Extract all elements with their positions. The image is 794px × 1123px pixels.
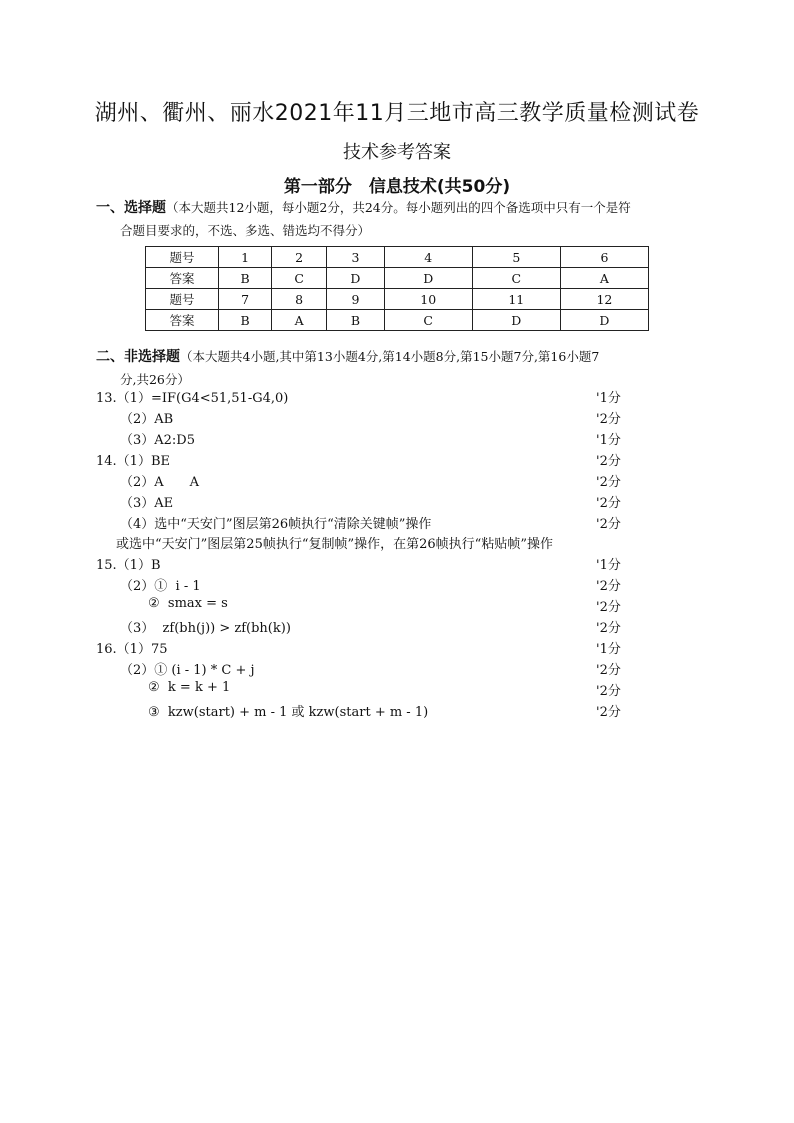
answer-score: '2分: [596, 496, 621, 511]
answer-table-cell: 2: [272, 247, 327, 268]
page-subtitle: 技术参考答案: [343, 142, 451, 163]
answer-table-cell: B: [327, 310, 384, 331]
answer-table-cell: B: [219, 310, 272, 331]
answer-score: '2分: [596, 663, 621, 678]
page-title: 湖州、衢州、丽水2021年11月三地市高三教学质量检测试卷: [94, 101, 700, 126]
section-heading: 一、选择题: [96, 200, 166, 216]
answer-table-cell: D: [384, 268, 472, 289]
section-note-continued: 合题目要求的，不选、多选、错选均不得分）: [120, 223, 371, 238]
answer-table-row-label: 题号: [146, 247, 219, 268]
answer-table: [145, 246, 649, 331]
answer-table-row: [146, 289, 649, 310]
answer-table-cell: 3: [327, 247, 384, 268]
section-free-response: [96, 346, 716, 391]
answer-table-cell: A: [560, 268, 648, 289]
answer-table-cell: 6: [560, 247, 648, 268]
part-title: 第一部分 信息技术(共50分): [283, 177, 511, 197]
answer-score: '2分: [596, 579, 621, 594]
answer-table-cell: D: [327, 268, 384, 289]
answer-table-cell: D: [560, 310, 648, 331]
answer-table-cell: 12: [560, 289, 648, 310]
answer-table-cell: 1: [219, 247, 272, 268]
answer-table-row: [146, 310, 649, 331]
answer-line: 或选中“天安门”图层第25帧执行“复制帧”操作，在第26帧执行“粘贴帧”操作: [116, 537, 553, 552]
answer-score: '2分: [596, 475, 621, 490]
section-multiple-choice: [96, 197, 696, 242]
answer-table-cell: 4: [384, 247, 472, 268]
answer-table-cell: 5: [472, 247, 560, 268]
answer-table-row-label: 答案: [146, 310, 219, 331]
answer-table-cell: C: [472, 268, 560, 289]
answer-line: （2）① (i - 1) * C + j: [120, 663, 255, 678]
answer-score: '1分: [596, 642, 621, 657]
answer-score: '1分: [596, 433, 621, 448]
answer-table-cell: B: [219, 268, 272, 289]
section-note-continued: 分,共26分）: [120, 372, 190, 387]
answer-table-cell: 7: [219, 289, 272, 310]
answer-score: '2分: [596, 517, 621, 532]
answer-score: '1分: [596, 558, 621, 573]
answer-line: 16.（1）75: [96, 642, 168, 657]
answer-table-cell: 10: [384, 289, 472, 310]
answer-line: （3）A2:D5: [120, 433, 196, 448]
answer-table-row: [146, 247, 649, 268]
answer-line: ② k = k + 1: [148, 680, 231, 695]
answer-score: '2分: [596, 412, 621, 427]
answer-table-row-label: 答案: [146, 268, 219, 289]
answer-table-cell: C: [272, 268, 327, 289]
answer-table-cell: A: [272, 310, 327, 331]
answer-table-cell: 11: [472, 289, 560, 310]
answer-line: 15.（1）B: [96, 558, 161, 573]
section-note: （本大题共12小题，每小题2分，共24分。每小题列出的四个备选项中只有一个是符: [166, 200, 631, 215]
answer-line: （2）A A: [120, 475, 200, 490]
answer-score: '2分: [596, 600, 621, 615]
answer-line: （2）① i - 1: [120, 579, 201, 594]
answer-line: （2）AB: [120, 412, 174, 427]
answer-line: ② smax = s: [148, 596, 228, 611]
answer-table-cell: D: [472, 310, 560, 331]
section-note: （本大题共4小题,其中第13小题4分,第14小题8分,第15小题7分,第16小题7: [180, 349, 600, 364]
answer-score: '1分: [596, 391, 621, 406]
answer-table-row: [146, 268, 649, 289]
answer-line: ③ kzw(start) + m - 1 或 kzw(start + m - 1): [148, 705, 429, 720]
answer-line: （3） zf(bh(j)) > zf(bh(k)): [120, 621, 291, 636]
answer-score: '2分: [596, 705, 621, 720]
answer-score: '2分: [596, 684, 621, 699]
answer-line: （4）选中“天安门”图层第26帧执行“清除关键帧”操作: [120, 517, 432, 532]
answer-table-cell: 9: [327, 289, 384, 310]
answer-line: （3）AE: [120, 496, 174, 511]
answer-table-cell: 8: [272, 289, 327, 310]
answer-table-cell: C: [384, 310, 472, 331]
answer-score: '2分: [596, 454, 621, 469]
answer-table-row-label: 题号: [146, 289, 219, 310]
answer-line: 13.（1）=IF(G4<51,51-G4,0): [96, 391, 289, 406]
section-heading: 二、非选择题: [96, 349, 180, 365]
answer-line: 14.（1）BE: [96, 454, 170, 469]
answer-score: '2分: [596, 621, 621, 636]
